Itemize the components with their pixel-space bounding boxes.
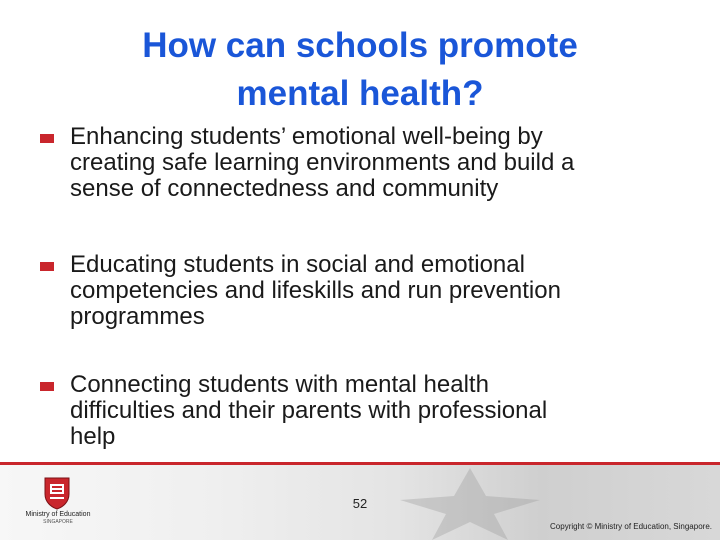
bullet-text [70, 252, 561, 330]
moe-crest-icon [42, 476, 72, 510]
copyright-notice: Copyright © Ministry of Education, Singapore. [550, 522, 712, 531]
square-bullet-icon [40, 262, 54, 271]
logo-country: SINGAPORE [43, 519, 73, 525]
star-watermark-icon [390, 466, 550, 540]
bullet-line: sense of connectedness and community [70, 175, 499, 202]
logo-name: Ministry of Education [25, 511, 91, 518]
title-line-1: How can schools promote [142, 26, 578, 65]
bullet-line: Connecting students with mental health [70, 371, 489, 398]
bullet-line: help [70, 423, 116, 450]
bullet-item [40, 252, 700, 330]
bullet-item [40, 124, 700, 202]
page-number: 52 [352, 496, 368, 511]
bullet-line: programmes [70, 303, 205, 330]
slide-footer [0, 462, 720, 540]
bullet-line: competencies and lifeskills and run prevention [70, 277, 561, 304]
footer-divider [0, 462, 720, 465]
bullet-line: creating safe learning environments and build a [70, 149, 575, 176]
bullet-line: Educating students in social and emotional [70, 251, 525, 278]
bullet-line: difficulties and their parents with professional [70, 397, 548, 424]
moe-logo [22, 474, 94, 534]
square-bullet-icon [40, 382, 54, 391]
bullet-text [70, 372, 547, 450]
bullet-text [70, 124, 574, 202]
title-line-2: mental health? [236, 74, 484, 113]
square-bullet-icon [40, 134, 54, 143]
slide-title [60, 22, 660, 118]
bullet-item [40, 372, 700, 450]
bullet-line: Enhancing students’ emotional well-being by [70, 123, 543, 150]
